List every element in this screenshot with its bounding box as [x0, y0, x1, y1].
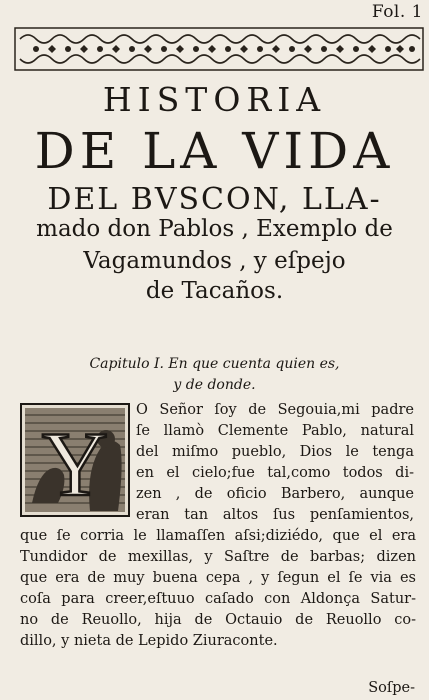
- chapter-heading-line-2: y de donde.: [173, 377, 256, 393]
- title-line-5: Vagamundos , y eſpejo: [83, 248, 346, 274]
- catchword: Soſpe-: [368, 680, 415, 696]
- body-line: en el cielo;fue tal,como todos di-: [136, 465, 414, 481]
- title-line-2: DE LA VIDA: [34, 122, 395, 180]
- body-line: coſa para creer,eſtuuo caſado con Aldonça Satur-: [20, 591, 416, 607]
- body-line: zen , de oficio Barbero, aunque: [136, 486, 414, 502]
- chapter-heading-line-1: Capitulo I. En que cuenta quien es,: [89, 356, 340, 372]
- body-line: Tundidor de mexillas, y Saſtre de barbas; dizen: [20, 549, 416, 565]
- body-line: que era de muy buena cepa , y ſegun el ſe via es: [20, 570, 416, 586]
- body-line: O Señor ſoy de Segouia,mi padre: [136, 402, 414, 418]
- title-line-1: HISTORIA: [102, 80, 327, 119]
- initial-letter-glyph: Y: [41, 413, 109, 515]
- body-line: ſe llamò Clemente Pablo, natural: [136, 423, 414, 439]
- title-line-6: de Tacaños.: [145, 278, 284, 304]
- woodcut-initial-letter: [20, 403, 130, 517]
- decorative-ornament-band: [14, 27, 424, 71]
- body-line: eran tan altos ſus penſamientos,: [136, 507, 414, 523]
- body-line: no de Reuollo, hija de Octauio de Reuollo co-: [20, 612, 416, 628]
- body-line: dillo, y nieta de Lepido Ziuraconte.: [20, 633, 278, 649]
- folio-number: Fol. 1: [371, 2, 423, 22]
- body-line: del miſmo pueblo, Dios le tenga: [136, 444, 414, 460]
- title-line-3: DEL BVSCON, LLA-: [47, 182, 382, 217]
- body-line: que ſe corria le llamaſſen aſsi;diziédo, que el era: [20, 528, 416, 544]
- title-line-4: mado don Pablos , Exemplo de: [36, 216, 393, 242]
